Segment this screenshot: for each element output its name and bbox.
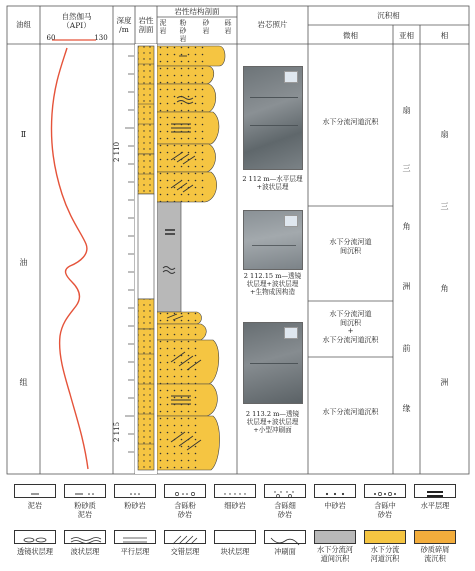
legend-icon-lenticular-bedding [14, 530, 56, 544]
lith-header-2: 剖面 [138, 25, 154, 34]
facies-header: 沉积相 [377, 11, 400, 20]
gamma-max: 130 [94, 34, 108, 42]
legend-label: 粉砂质 泥岩 [74, 501, 96, 519]
lith-header: 岩性 [138, 16, 154, 25]
core-caption-1: 2 112 m—水平层理 +波状层理 [242, 175, 303, 192]
depth-ticks [113, 44, 135, 474]
core-label-tag [284, 215, 298, 227]
legend-icon-interchannel-fill [314, 530, 356, 544]
core-caption-3: 2 113.2 m—透镜 状层理+波状层理 +小型冲刷面 [245, 410, 300, 435]
legend-label: 粉砂岩 [124, 501, 146, 510]
subfacies-char-6: 缘 [402, 404, 411, 413]
depth-unit: /m [119, 25, 129, 34]
core-label-tag [284, 327, 298, 339]
microfacies-1: 水下分流河道沉积 [322, 118, 379, 126]
facies-col-header: 相 [440, 31, 449, 40]
gamma-header: 自然伽马 [61, 12, 92, 21]
legend-label: 冲刷面 [274, 547, 296, 556]
legend-label: 含砾中 砂岩 [374, 501, 396, 519]
subfacies-char-3: 角 [402, 222, 411, 231]
formation-label-3: 组 [19, 378, 28, 387]
legend-icon-fine-sandstone [214, 484, 256, 498]
legend-icon-horizontal-bedding [414, 484, 456, 498]
legend-label: 含砾细 砂岩 [274, 501, 296, 519]
legend-icon-pebbly-fine-sandstone [264, 484, 306, 498]
legend-label: 交错层理 [170, 547, 200, 556]
legend-label: 块状层理 [220, 547, 250, 556]
lithology-column [135, 44, 157, 474]
depth-label-2115: 2 115 [113, 421, 121, 442]
legend-icon-silty-mudstone [64, 484, 106, 498]
microfacies-2: 水下分流河道 间沉积 [329, 238, 372, 255]
core-header: 岩芯照片 [257, 20, 288, 29]
subfacies-char-2: 三 [402, 164, 411, 173]
gamma-unit: （API） [62, 21, 91, 30]
formation-header: 油组 [16, 20, 31, 29]
legend-icon-channel-fill [364, 530, 406, 544]
legend-label: 水平层理 [420, 501, 450, 510]
facies-char-2: 三 [440, 202, 449, 211]
structure-profile [157, 44, 237, 474]
legend-label: 砂质碎屑 流沉积 [420, 545, 450, 563]
microfacies-3: 水下分流河道 间沉积 + 水下分流河道沉积 [322, 310, 379, 344]
legend-icon-pebbly-siltstone [164, 484, 206, 498]
facies-char-4: 洲 [440, 378, 449, 387]
legend-label: 含砾粉 砂岩 [174, 501, 196, 519]
subfacies-char-4: 洲 [402, 282, 411, 291]
legend-label: 透镜状层理 [17, 547, 53, 556]
subfacies-char-1: 扇 [402, 106, 411, 115]
grain-mud: 泥岩 [159, 19, 167, 35]
legend-icon-pebbly-medium-sandstone [364, 484, 406, 498]
legend-icon-siltstone [114, 484, 156, 498]
microfacies-4: 水下分流河道沉积 [322, 408, 379, 416]
legend-icon-medium-sandstone [314, 484, 356, 498]
legend-label: 波状层理 [70, 547, 100, 556]
legend-icon-wavy-bedding [64, 530, 106, 544]
legend-icon-sandy-debris-flow-fill [414, 530, 456, 544]
subfacies-header: 亚相 [399, 31, 414, 40]
gamma-ray-curve [40, 44, 113, 474]
legend-label: 水下分流 河道沉积 [370, 545, 400, 563]
facies-char-3: 角 [440, 284, 449, 293]
legend-label: 水下分流河 道间沉积 [317, 545, 353, 563]
facies-char-1: 扇 [440, 130, 449, 139]
depth-label-2110: 2 110 [113, 141, 121, 162]
legend-label: 中砂岩 [324, 501, 346, 510]
structure-header: 岩性结构剖面 [174, 7, 220, 16]
core-caption-2: 2 112.15 m—透镜 状层理+波状层理 +生物成因构造 [243, 272, 302, 297]
formation-label-1: Ⅱ [20, 130, 27, 139]
grain-gravel: 砾岩 [224, 19, 232, 35]
core-photo-2 [243, 210, 303, 270]
core-label-tag [284, 71, 298, 83]
depth-header: 深度 [116, 16, 132, 25]
legend-icon-parallel-bedding [114, 530, 156, 544]
grain-silt: 粉砂岩 [179, 19, 187, 43]
legend-icon-massive-bedding [214, 530, 256, 544]
legend-icon-cross-bedding [164, 530, 206, 544]
legend-label: 平行层理 [120, 547, 150, 556]
subfacies-char-5: 前 [402, 344, 411, 353]
core-photo-1 [243, 66, 303, 170]
legend-icon-scour-surface [264, 530, 306, 544]
legend-icon-mudstone [14, 484, 56, 498]
core-photo-3 [243, 322, 303, 404]
formation-label-2: 油 [19, 258, 28, 267]
gamma-min: 60 [46, 34, 56, 42]
grain-sand: 砂岩 [202, 19, 210, 35]
legend-label: 泥岩 [27, 501, 43, 510]
microfacies-header: 微相 [343, 31, 358, 40]
legend-label: 细砂岩 [224, 501, 246, 510]
